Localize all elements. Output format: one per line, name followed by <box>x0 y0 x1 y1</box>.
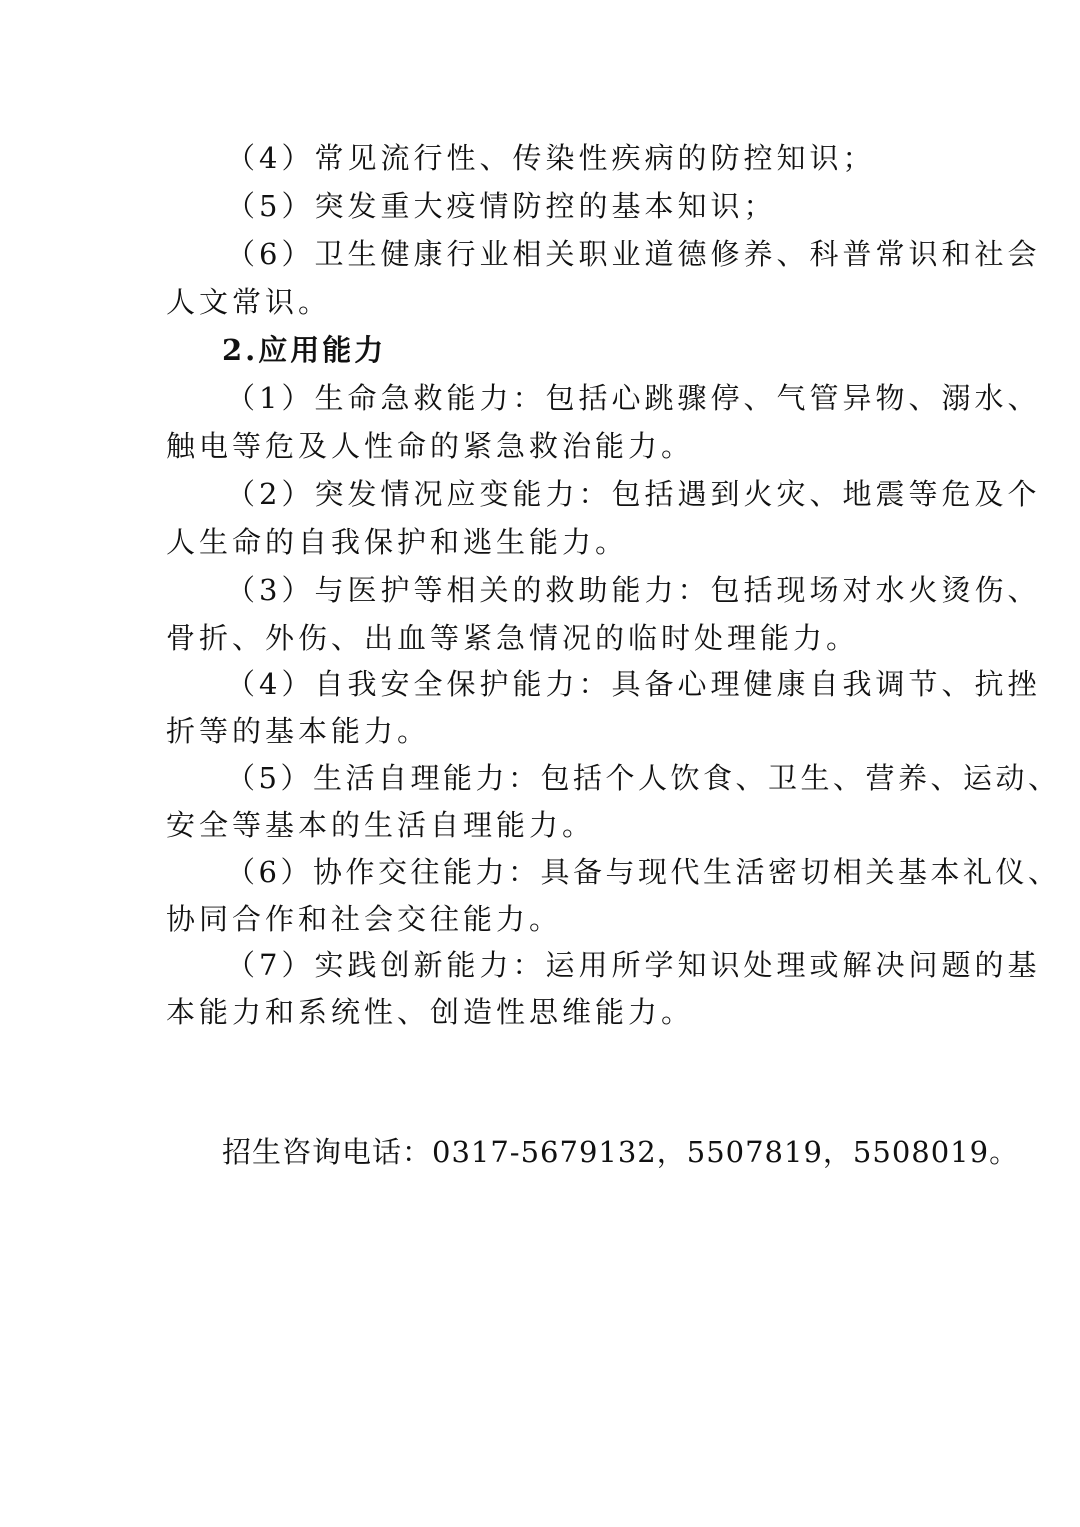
knowledge-item-4: （4）常见流行性、传染性疾病的防控知识； <box>226 141 876 175</box>
ability-item-6: （6）协作交往能力：具备与现代生活密切相关基本礼仪、 <box>226 855 1061 889</box>
ability-item-2-continued: 人生命的自我保护和逃生能力。 <box>166 525 629 559</box>
knowledge-item-6: （6）卫生健康行业相关职业道德修养、科普常识和社会 <box>226 237 1041 271</box>
admissions-contact-phone: 招生咨询电话：0317-5679132，5507819，5508019。 <box>222 1135 1020 1169</box>
ability-item-7: （7）实践创新能力：运用所学知识处理或解决问题的基 <box>226 948 1041 982</box>
ability-item-3: （3）与医护等相关的救助能力：包括现场对水火烫伤、 <box>226 573 1041 607</box>
ability-item-5-continued: 安全等基本的生活自理能力。 <box>166 808 596 842</box>
section-heading-application-ability: 2.应用能力 <box>222 333 387 367</box>
ability-item-2: （2）突发情况应变能力：包括遇到火灾、地震等危及个 <box>226 477 1041 511</box>
ability-item-5: （5）生活自理能力：包括个人饮食、卫生、营养、运动、 <box>226 761 1061 795</box>
ability-item-1-continued: 触电等危及人性命的紧急救治能力。 <box>166 429 695 463</box>
knowledge-item-6-continued: 人文常识。 <box>166 285 332 319</box>
ability-item-4: （4）自我安全保护能力：具备心理健康自我调节、抗挫 <box>226 667 1041 701</box>
ability-item-1: （1）生命急救能力：包括心跳骤停、气管异物、溺水、 <box>226 381 1041 415</box>
ability-item-3-continued: 骨折、外伤、出血等紧急情况的临时处理能力。 <box>166 621 860 655</box>
ability-item-4-continued: 折等的基本能力。 <box>166 714 431 748</box>
knowledge-item-5: （5）突发重大疫情防控的基本知识； <box>226 189 777 223</box>
ability-item-7-continued: 本能力和系统性、创造性思维能力。 <box>166 995 695 1029</box>
ability-item-6-continued: 协同合作和社会交往能力。 <box>166 902 563 936</box>
